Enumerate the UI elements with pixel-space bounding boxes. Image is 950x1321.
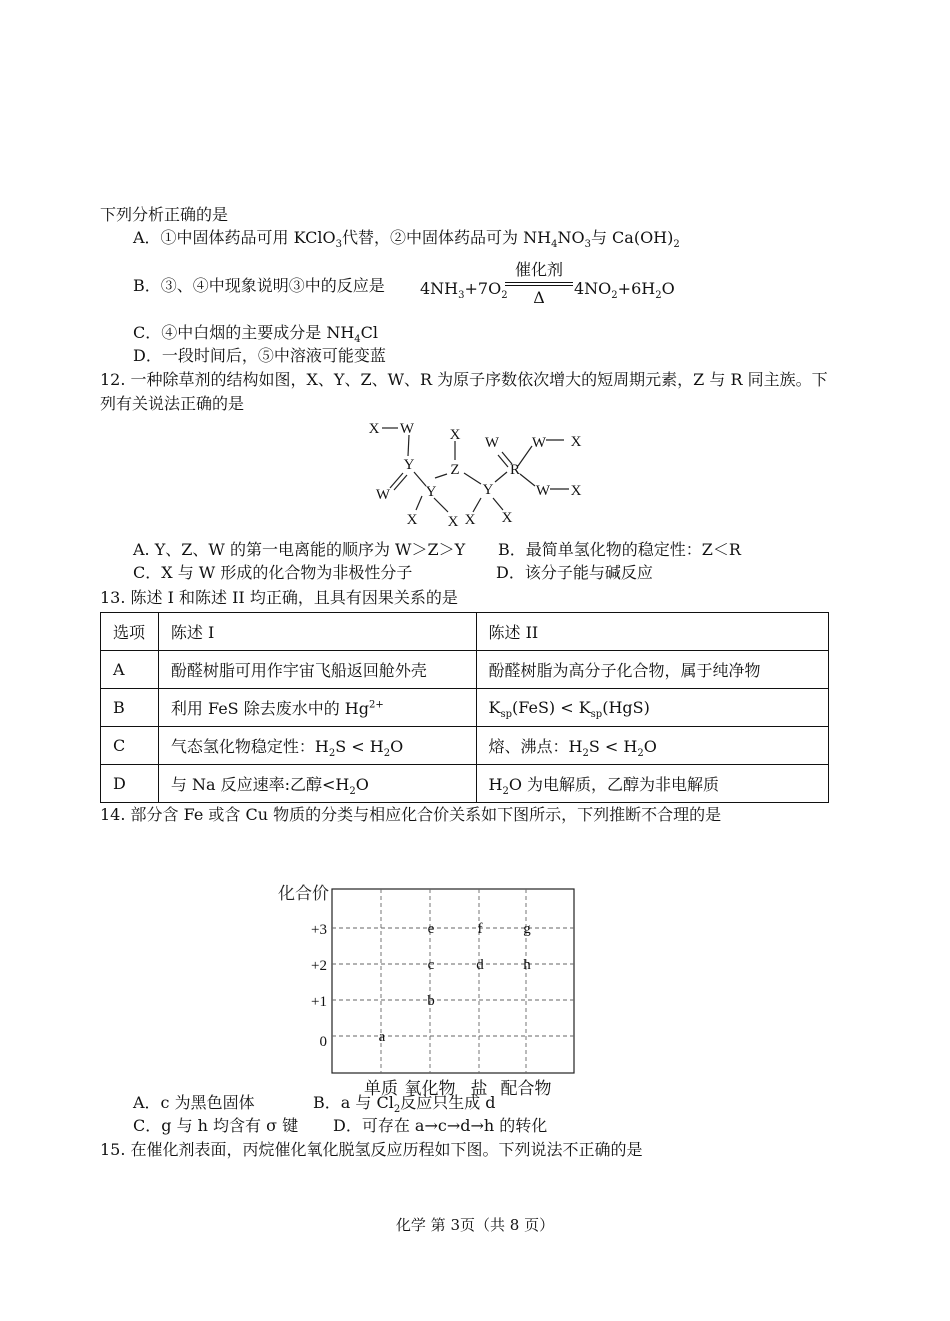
row-statement-1: 酚醛树脂可用作宇宙飞船返回舱外壳 bbox=[158, 651, 476, 689]
q11-option-c: C．④中白烟的主要成分是 $NH_4Cl$ bbox=[133, 323, 379, 346]
row-statement-2: 熔、沸点：$H_2S < H_2O$ bbox=[476, 727, 829, 765]
data-point-g: g bbox=[523, 921, 531, 937]
atom-x: X bbox=[406, 512, 418, 528]
q14-valence-chart bbox=[270, 875, 580, 1100]
y-tick-label: 0 bbox=[319, 1034, 327, 1050]
equals-sign bbox=[505, 282, 573, 286]
q13-stem: 13. 陈述 I 和陈述 II 均正确，且具有因果关系的是 bbox=[100, 588, 458, 607]
table-row bbox=[101, 689, 829, 727]
row-option: B bbox=[101, 689, 159, 727]
table-row bbox=[101, 651, 829, 689]
row-statement-1: 利用 FeS 除去废水中的 $Hg^{2+}$ bbox=[158, 689, 476, 727]
q12-stem-line1: 12. 一种除草剂的结构如图，X、Y、Z、W、R 为原子序数依次增大的短周期元素，Z 与 R 同主族。下 bbox=[100, 370, 828, 389]
atom-r: R bbox=[509, 462, 521, 478]
q14-stem: 14. 部分含 Fe 或含 Cu 物质的分类与相应化合价关系如下图所示，下列推断不合理的是 bbox=[100, 805, 722, 824]
atom-w: W bbox=[399, 421, 415, 437]
data-point-b: b bbox=[427, 993, 435, 1009]
data-point-d: d bbox=[476, 957, 484, 973]
q11-option-b: B．③、④中现象说明③中的反应是 bbox=[133, 276, 385, 295]
data-point-a: a bbox=[378, 1029, 386, 1045]
row-statement-2: $H_2O$ 为电解质，乙醇为非电解质 bbox=[476, 765, 829, 803]
atom-z: Z bbox=[450, 462, 460, 478]
atom-x: X bbox=[368, 421, 380, 437]
x-category-label: 盐 bbox=[470, 1079, 488, 1098]
row-statement-1: 与 Na 反应速率:乙醇$<H_2O$ bbox=[158, 765, 476, 803]
y-axis-label: 化合价 bbox=[278, 884, 329, 903]
row-option: A bbox=[101, 651, 159, 689]
atom-x: X bbox=[447, 514, 459, 528]
atom-w: W bbox=[484, 435, 500, 451]
atom-x: X bbox=[570, 483, 582, 499]
data-point-f: f bbox=[477, 921, 483, 937]
atom-x: X bbox=[464, 512, 476, 528]
q14-option-a: A．c 为黑色固体 bbox=[133, 1093, 255, 1112]
heat-label: Δ bbox=[533, 288, 545, 307]
catalyst-label: 催化剂 bbox=[514, 260, 563, 279]
header-option: 选项 bbox=[101, 613, 159, 651]
header-statement-1: 陈述 I bbox=[158, 613, 476, 651]
data-point-c: c bbox=[427, 957, 435, 973]
q11-option-d: D．一段时间后，⑤中溶液可能变蓝 bbox=[133, 346, 386, 365]
q12-option-d: D．该分子能与碱反应 bbox=[496, 563, 653, 582]
q14-option-b: B．a 与 $Cl_2$反应只生成 d bbox=[313, 1093, 496, 1116]
q11-equation-lhs: $4NH_3+7O_2$ bbox=[420, 279, 508, 302]
x-category-label: 氧化物 bbox=[404, 1079, 456, 1098]
table-row bbox=[101, 765, 829, 803]
row-statement-1: 气态氢化物稳定性：$H_2S < H_2O$ bbox=[158, 727, 476, 765]
header-statement-2: 陈述 II bbox=[476, 613, 829, 651]
atom-w: W bbox=[375, 487, 391, 503]
q14-option-c: C．g 与 h 均含有 σ 键 bbox=[133, 1116, 299, 1135]
x-category-label: 配合物 bbox=[500, 1079, 552, 1098]
y-tick-label: +3 bbox=[311, 922, 327, 938]
y-tick-label: +2 bbox=[311, 958, 327, 974]
q12-option-c: C．X 与 W 形成的化合物为非极性分子 bbox=[133, 563, 413, 582]
atom-w: W bbox=[535, 483, 551, 499]
atom-x: X bbox=[449, 427, 461, 443]
page-footer: 化学 第 3页（共 8 页） bbox=[395, 1216, 555, 1234]
data-point-h: h bbox=[523, 957, 531, 973]
q12-option-a: A. Y、Z、W 的第一电离能的顺序为 W＞Z＞Y bbox=[133, 540, 466, 559]
table-row bbox=[101, 727, 829, 765]
q11-equation-rhs: $4NO_2+6H_2O$ bbox=[574, 279, 675, 302]
x-category-label: 单质 bbox=[364, 1079, 398, 1098]
row-statement-2: 酚醛树脂为高分子化合物，属于纯净物 bbox=[476, 651, 829, 689]
q11-reaction-arrow bbox=[505, 260, 573, 308]
atom-y: Y bbox=[425, 484, 437, 500]
data-point-e: e bbox=[427, 921, 435, 937]
atom-y: Y bbox=[482, 482, 494, 498]
q11-stem: 下列分析正确的是 bbox=[100, 205, 229, 224]
q12-molecule-structure bbox=[360, 416, 590, 528]
row-option: D bbox=[101, 765, 159, 803]
atom-x: X bbox=[501, 510, 513, 526]
q15-stem: 15. 在催化剂表面，丙烷催化氧化脱氢反应历程如下图。下列说法不正确的是 bbox=[100, 1140, 643, 1159]
q14-option-d: D．可存在 a→c→d→h 的转化 bbox=[333, 1116, 548, 1135]
q12-option-b: B．最简单氢化物的稳定性：Z＜R bbox=[498, 540, 741, 559]
atom-w: W bbox=[531, 435, 547, 451]
plot-frame bbox=[332, 889, 574, 1073]
table-header-row bbox=[101, 613, 829, 651]
q12-stem-line2: 列有关说法正确的是 bbox=[100, 394, 245, 413]
row-option: C bbox=[101, 727, 159, 765]
y-tick-label: +1 bbox=[311, 994, 327, 1010]
q13-table bbox=[100, 612, 829, 803]
atom-y: Y bbox=[403, 457, 415, 473]
q11-option-a: A．①中固体药品可用 KClO$_3$代替，②中固体药品可为 $NH_4NO_3$与 $Ca(OH)_2$ bbox=[133, 228, 680, 251]
row-statement-2: $K_{sp}(FeS) < K_{sp}(HgS)$ bbox=[476, 689, 829, 727]
atom-x: X bbox=[570, 434, 582, 450]
